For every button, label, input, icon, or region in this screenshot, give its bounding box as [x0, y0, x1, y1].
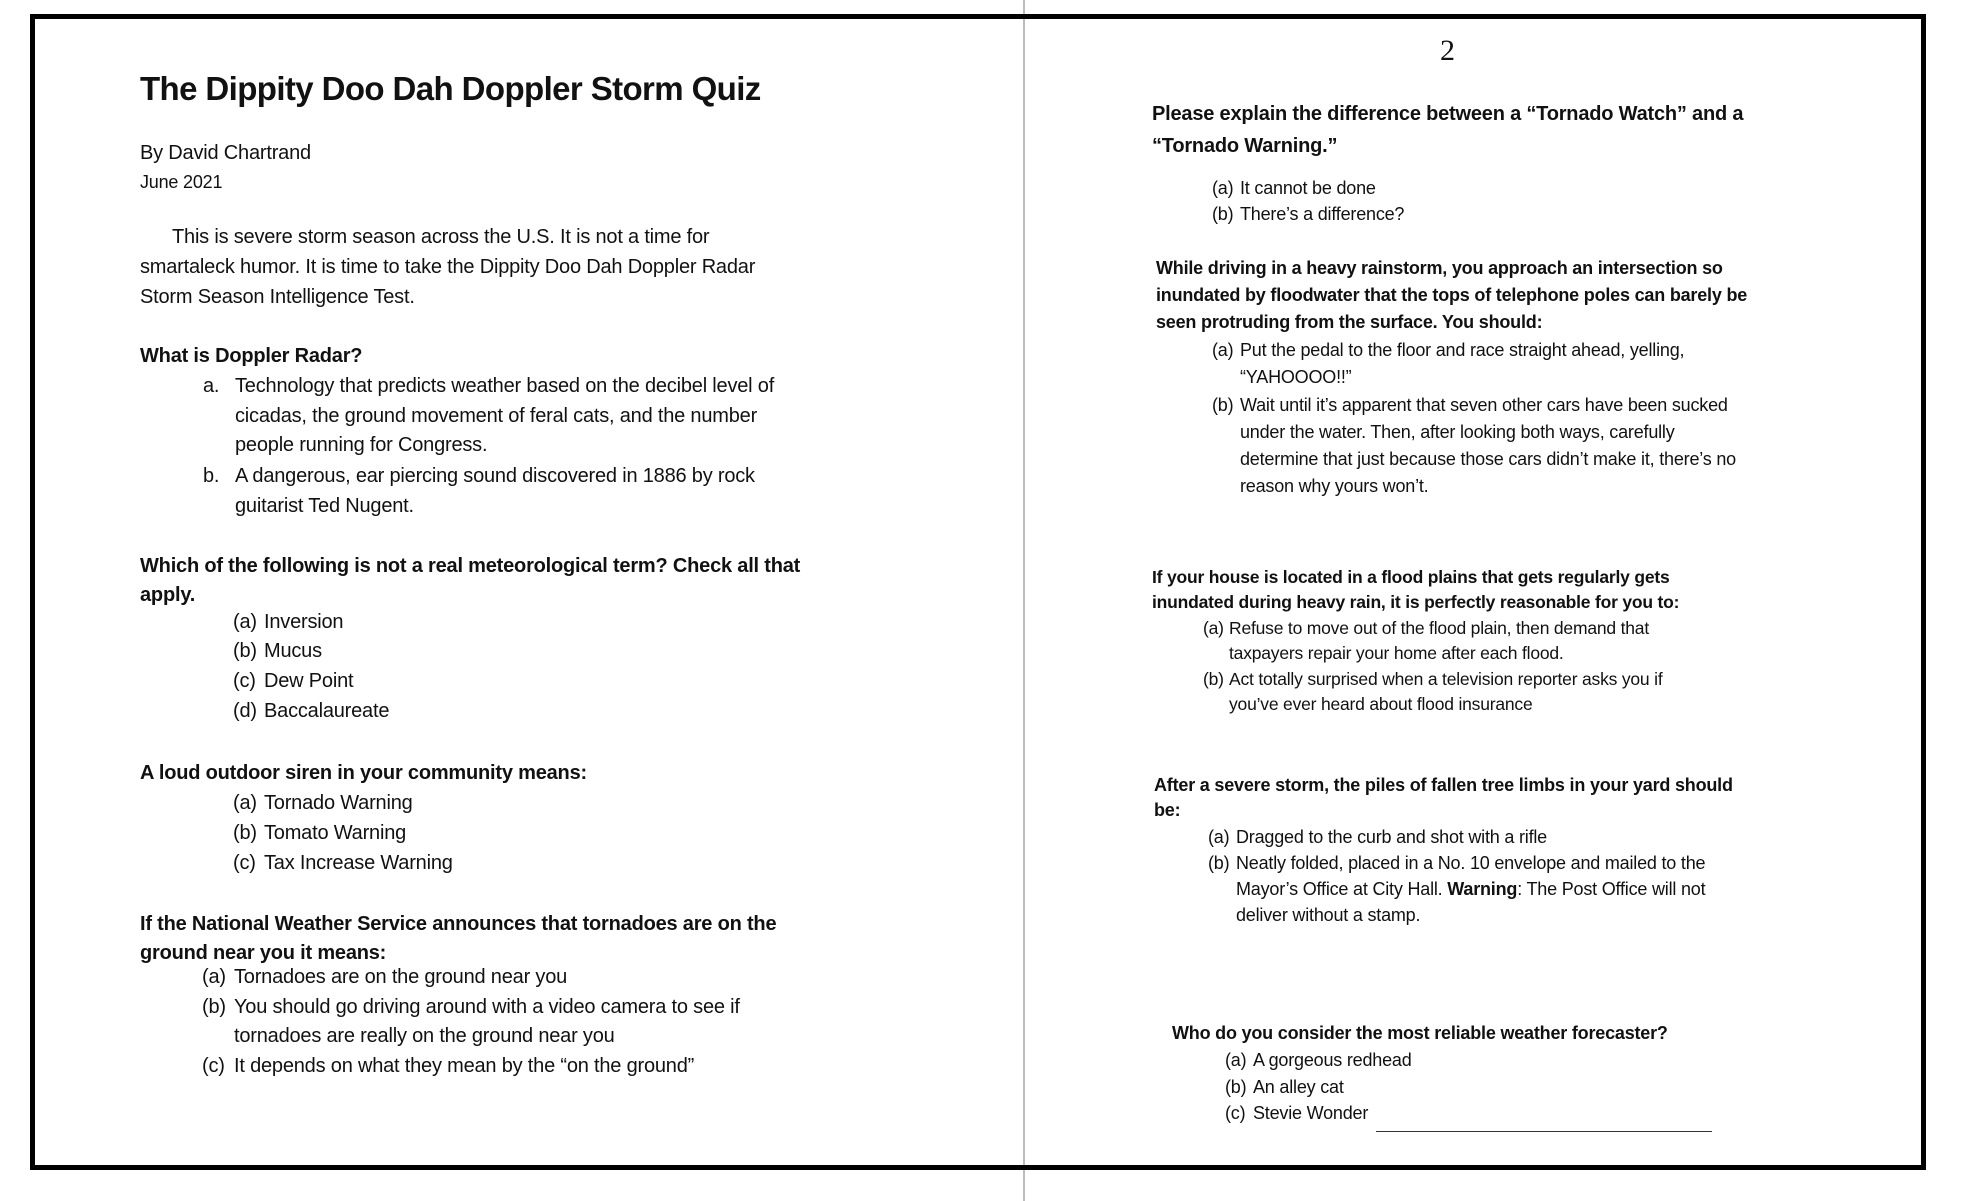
option-text: Inversion — [264, 611, 344, 633]
option-marker: (a) — [1212, 178, 1234, 198]
intro-line: Storm Season Intelligence Test. — [140, 286, 415, 308]
intro-line: This is severe storm season across the U.S. It is not a time for — [172, 226, 710, 248]
option-text: deliver without a stamp. — [1236, 905, 1421, 925]
option-text-segment: Mayor’s Office at City Hall. — [1236, 879, 1448, 899]
option-marker: (a) — [1203, 618, 1224, 638]
document-title: The Dippity Doo Dah Doppler Storm Quiz — [140, 70, 761, 107]
option-text: Dragged to the curb and shot with a rifle — [1236, 827, 1547, 847]
option-text — [1236, 880, 1705, 898]
option-text: Stevie Wonder — [1253, 1103, 1369, 1123]
option-marker: (b) — [1212, 204, 1234, 224]
option-marker: (b) — [1203, 669, 1224, 689]
option-text: Act totally surprised when a television reporter asks you if — [1229, 669, 1663, 689]
answer-underline — [1376, 1131, 1712, 1132]
question-heading: inundated during heavy rain, it is perfectly reasonable for you to: — [1152, 592, 1680, 612]
option-marker: (a) — [202, 966, 226, 988]
question-heading: Who do you consider the most reliable weather forecaster? — [1172, 1023, 1668, 1043]
option-text: Wait until it’s apparent that seven other cars have been sucked — [1240, 395, 1728, 415]
question-heading: “Tornado Warning.” — [1152, 135, 1338, 157]
option-text: Mucus — [264, 640, 322, 662]
question-heading: A loud outdoor siren in your community means: — [140, 762, 587, 784]
option-marker: (a) — [1225, 1050, 1247, 1070]
option-text: An alley cat — [1253, 1077, 1344, 1097]
question-heading: While driving in a heavy rainstorm, you approach an intersection so — [1156, 258, 1723, 278]
question-heading: seen protruding from the surface. You should: — [1156, 312, 1543, 332]
option-marker: (a) — [233, 611, 257, 633]
question-heading: If your house is located in a flood plains that gets regularly gets — [1152, 567, 1670, 587]
option-marker: (b) — [1208, 853, 1230, 873]
option-text: You should go driving around with a video camera to see if — [234, 996, 740, 1018]
option-marker: (a) — [1208, 827, 1230, 847]
option-text: It depends on what they mean by the “on the ground” — [234, 1055, 695, 1077]
question-heading: Please explain the difference between a “Tornado Watch” and a — [1152, 103, 1744, 125]
option-marker: (a) — [233, 792, 257, 814]
question-heading: If the National Weather Service announces that tornadoes are on the — [140, 913, 777, 935]
question-heading: apply. — [140, 584, 196, 606]
option-text: people running for Congress. — [235, 434, 488, 456]
option-marker: (b) — [1225, 1077, 1247, 1097]
option-marker: (b) — [202, 996, 226, 1018]
question-heading: What is Doppler Radar? — [140, 345, 363, 367]
option-marker: (c) — [202, 1055, 225, 1077]
date: June 2021 — [140, 172, 223, 192]
option-marker: (b) — [1212, 395, 1234, 415]
option-text: Put the pedal to the floor and race straight ahead, yelling, — [1240, 340, 1685, 360]
page-number: 2 — [1440, 34, 1455, 67]
option-text: under the water. Then, after looking both ways, carefully — [1240, 422, 1675, 442]
option-text: taxpayers repair your home after each flood. — [1229, 643, 1564, 663]
option-text: you’ve ever heard about flood insurance — [1229, 694, 1533, 714]
option-text-segment: : The Post Office will not — [1517, 879, 1706, 899]
option-marker: (c) — [233, 852, 256, 874]
option-text: determine that just because those cars didn’t make it, there’s no — [1240, 449, 1736, 469]
option-marker: (b) — [233, 822, 257, 844]
question-heading: Which of the following is not a real meteorological term? Check all that — [140, 555, 801, 577]
option-marker: (d) — [233, 700, 257, 722]
option-marker: b. — [203, 465, 220, 487]
option-marker: (c) — [1225, 1103, 1246, 1123]
option-text: Neatly folded, placed in a No. 10 envelope and mailed to the — [1236, 853, 1706, 873]
option-text: Tomato Warning — [264, 822, 407, 844]
option-text: There’s a difference? — [1240, 204, 1405, 224]
option-text: tornadoes are really on the ground near you — [234, 1025, 615, 1047]
option-text: Tax Increase Warning — [264, 852, 453, 874]
option-text: Tornado Warning — [264, 792, 413, 814]
option-text: Technology that predicts weather based on the decibel level of — [235, 375, 775, 397]
warning-label: Warning — [1447, 879, 1518, 899]
question-heading: be: — [1154, 800, 1181, 820]
option-text: Dew Point — [264, 670, 354, 692]
option-marker: (a) — [1212, 340, 1234, 360]
option-marker: (c) — [233, 670, 256, 692]
option-text: Tornadoes are on the ground near you — [234, 966, 568, 988]
option-text: Baccalaureate — [264, 700, 390, 722]
byline: By David Chartrand — [140, 142, 311, 164]
option-text: A dangerous, ear piercing sound discovered in 1886 by rock — [235, 465, 755, 487]
option-text: Refuse to move out of the flood plain, then demand that — [1229, 618, 1649, 638]
option-text: guitarist Ted Nugent. — [235, 495, 414, 517]
option-text: It cannot be done — [1240, 178, 1376, 198]
option-text: reason why yours won’t. — [1240, 476, 1429, 496]
option-text: “YAHOOOO!!” — [1240, 367, 1352, 387]
option-text: cicadas, the ground movement of feral cats, and the number — [235, 405, 758, 427]
option-marker: (b) — [233, 640, 257, 662]
option-text: A gorgeous redhead — [1253, 1050, 1412, 1070]
question-heading: ground near you it means: — [140, 942, 387, 964]
intro-line: smartaleck humor. It is time to take the Dippity Doo Dah Doppler Radar — [140, 256, 756, 278]
question-heading: After a severe storm, the piles of fallen tree limbs in your yard should — [1154, 775, 1733, 795]
option-marker: a. — [203, 375, 220, 397]
question-heading: inundated by floodwater that the tops of telephone poles can barely be — [1156, 285, 1748, 305]
